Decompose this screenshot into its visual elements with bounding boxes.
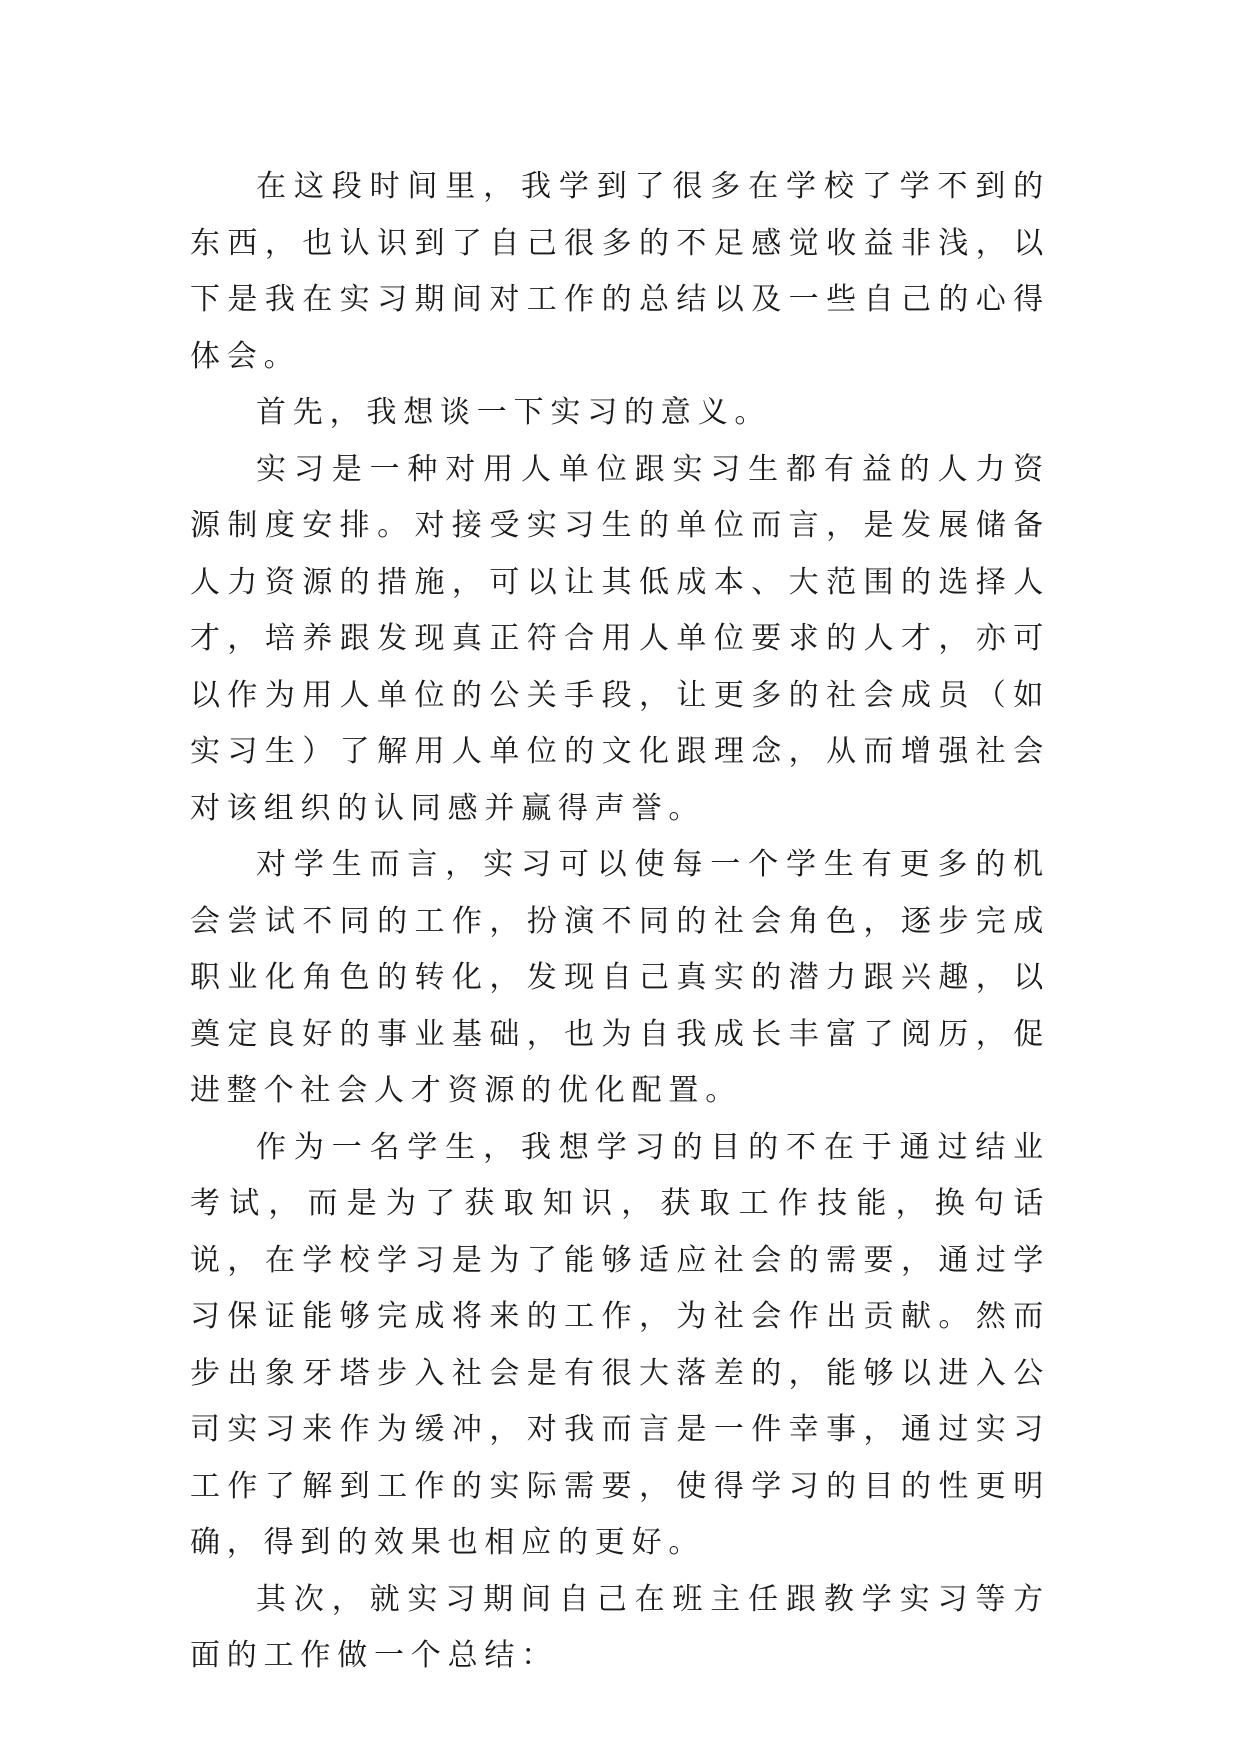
paragraph-4: 对学生而言，实习可以使每一个学生有更多的机会尝试不同的工作，扮演不同的社会角色，逐步完成职业化角色的转化，发现自己真实的潜力跟兴趣，以奠定良好的事业基础，也为自我成长丰富了阅历，促进整个社会人才资源的优化配置。 [190,847,1050,1108]
paragraph-1: 在这段时间里，我学到了很多在学校了学不到的东西，也认识到了自己很多的不足感觉收益非浅，以下是我在实习期间对工作的总结以及一些自己的心得体会。 [190,169,1050,374]
paragraph-2: 首先，我想谈一下实习的意义。 [256,395,772,430]
paragraph-3: 实习是一种对用人单位跟实习生都有益的人力资源制度安排。对接受实习生的单位而言，是发展储备人力资源的措施，可以让其低成本、大范围的选择人才，培养跟发现真正符合用人单位要求的人才，亦可以作为用人单位的公关手段，让更多的社会成员（如实习生）了解用人单位的文化跟理念，从而增强社会对该组织的认同感并赢得声誉。 [190,451,1050,826]
paragraph-6: 其次，就实习期间自己在班主任跟教学实习等方面的工作做一个总结： [190,1581,1050,1673]
body-text [190,159,1050,1685]
paragraph-5: 作为一名学生，我想学习的目的不在于通过结业考试，而是为了获取知识，获取工作技能，换句话说，在学校学习是为了能够适应社会的需要，通过学习保证能够完成将来的工作，为社会作出贡献。然而步出象牙塔步入社会是有很大落差的，能够以进入公司实习来作为缓冲，对我而言是一件幸事，通过实习工作了解到工作的实际需要，使得学习的目的性更明确，得到的效果也相应的更好。 [190,1129,1050,1560]
